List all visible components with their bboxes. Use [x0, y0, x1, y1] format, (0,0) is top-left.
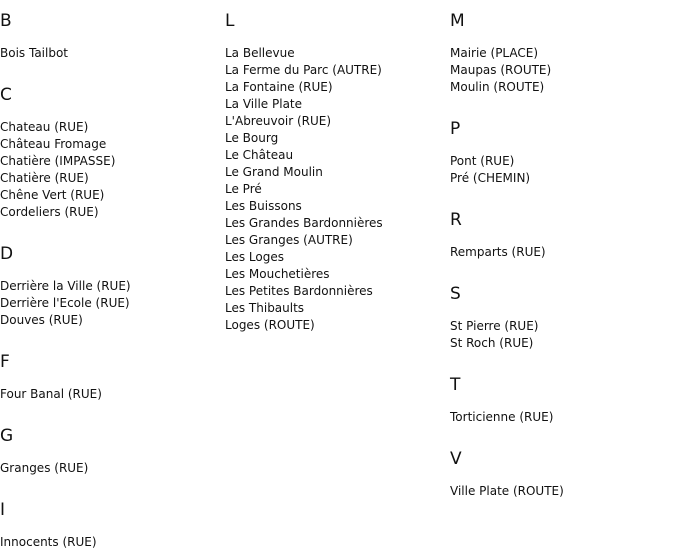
street-name: Chatière (RUE): [0, 171, 89, 185]
street-name: Derrière l'Ecole (RUE): [0, 296, 130, 310]
street-name: Douves (RUE): [0, 313, 83, 327]
section-letter-heading: M: [450, 11, 465, 31]
letter-section: [0, 424, 220, 477]
section-letter-heading: I: [0, 500, 6, 520]
street-name: Bois Tailbot: [0, 46, 69, 60]
street-name: Loges (ROUTE): [225, 318, 315, 332]
section-letter-heading: D: [0, 244, 14, 264]
section-spacer: [450, 426, 670, 447]
street-name: Chatière (IMPASSE): [0, 154, 116, 168]
street-name: Four Banal (RUE): [0, 387, 102, 401]
street-list: [450, 244, 670, 261]
street-name: Les Granges (AUTRE): [225, 233, 353, 247]
section-letter-heading: C: [0, 85, 12, 105]
street-name: Les Thibaults: [225, 301, 305, 315]
street-index-column-1: [0, 9, 220, 551]
street-name: St Roch (RUE): [450, 336, 534, 350]
street-list: [225, 45, 445, 334]
section-letter-heading: P: [450, 119, 461, 139]
street-name: La Fontaine (RUE): [225, 80, 333, 94]
street-name: Maupas (ROUTE): [450, 63, 552, 77]
section-letter-heading: T: [450, 375, 461, 395]
street-name: Moulin (ROUTE): [450, 80, 545, 94]
street-list: [450, 318, 670, 352]
street-name: Les Grandes Bardonnières: [225, 216, 383, 230]
street-name: Pont (RUE): [450, 154, 515, 168]
street-name: Cordeliers (RUE): [0, 205, 99, 219]
street-name: Torticienne (RUE): [450, 410, 554, 424]
letter-section: [450, 373, 670, 426]
street-name: Le Pré: [225, 182, 262, 196]
section-letter-heading: V: [450, 449, 462, 469]
section-spacer: [0, 221, 220, 242]
letter-section: [450, 117, 670, 187]
street-name: Pré (CHEMIN): [450, 171, 531, 185]
street-name: Le Château: [225, 148, 294, 162]
letter-section: [0, 242, 220, 329]
street-name: Derrière la Ville (RUE): [0, 279, 131, 293]
letter-section: [450, 447, 670, 500]
street-name: La Ferme du Parc (AUTRE): [225, 63, 382, 77]
letter-section: [450, 208, 670, 261]
street-list: [450, 153, 670, 187]
section-letter-heading: L: [225, 11, 235, 31]
section-spacer: [0, 403, 220, 424]
street-name: Les Loges: [225, 250, 284, 264]
street-name: St Pierre (RUE): [450, 319, 539, 333]
street-name: Chêne Vert (RUE): [0, 188, 105, 202]
street-name: Ville Plate (ROUTE): [450, 484, 564, 498]
section-spacer: [0, 329, 220, 350]
street-list: [450, 483, 670, 500]
section-letter-heading: G: [0, 426, 14, 446]
section-letter-heading: B: [0, 11, 12, 31]
street-name: La Bellevue: [225, 46, 295, 60]
street-name: Le Bourg: [225, 131, 279, 145]
street-list: [0, 119, 220, 221]
street-list: [0, 278, 220, 329]
street-name: Innocents (RUE): [0, 535, 97, 549]
street-name: Le Grand Moulin: [225, 165, 323, 179]
street-name: L'Abreuvoir (RUE): [225, 114, 332, 128]
street-index-column-3: [450, 9, 670, 500]
street-name: Remparts (RUE): [450, 245, 546, 259]
street-list: [0, 45, 220, 62]
section-spacer: [450, 261, 670, 282]
letter-section: [0, 498, 220, 551]
section-spacer: [450, 96, 670, 117]
section-spacer: [0, 477, 220, 498]
section-spacer: [0, 62, 220, 83]
letter-section: [450, 9, 670, 96]
section-spacer: [450, 352, 670, 373]
street-name: Les Mouchetières: [225, 267, 330, 281]
street-name: Chateau (RUE): [0, 120, 89, 134]
street-list: [0, 386, 220, 403]
section-spacer: [450, 187, 670, 208]
street-name: Mairie (PLACE): [450, 46, 539, 60]
section-letter-heading: F: [0, 352, 10, 372]
street-name: Les Buissons: [225, 199, 302, 213]
street-name: Les Petites Bardonnières: [225, 284, 373, 298]
letter-section: [0, 83, 220, 221]
street-list: [0, 534, 220, 551]
street-index-column-2: [225, 9, 445, 334]
street-name: Granges (RUE): [0, 461, 89, 475]
street-name: Château Fromage: [0, 137, 107, 151]
letter-section: [225, 9, 445, 334]
letter-section: [450, 282, 670, 352]
street-list: [450, 409, 670, 426]
letter-section: [0, 9, 220, 62]
street-list: [450, 45, 670, 96]
street-name: La Ville Plate: [225, 97, 303, 111]
street-list: [0, 460, 220, 477]
section-letter-heading: R: [450, 210, 462, 230]
letter-section: [0, 350, 220, 403]
section-letter-heading: S: [450, 284, 461, 304]
